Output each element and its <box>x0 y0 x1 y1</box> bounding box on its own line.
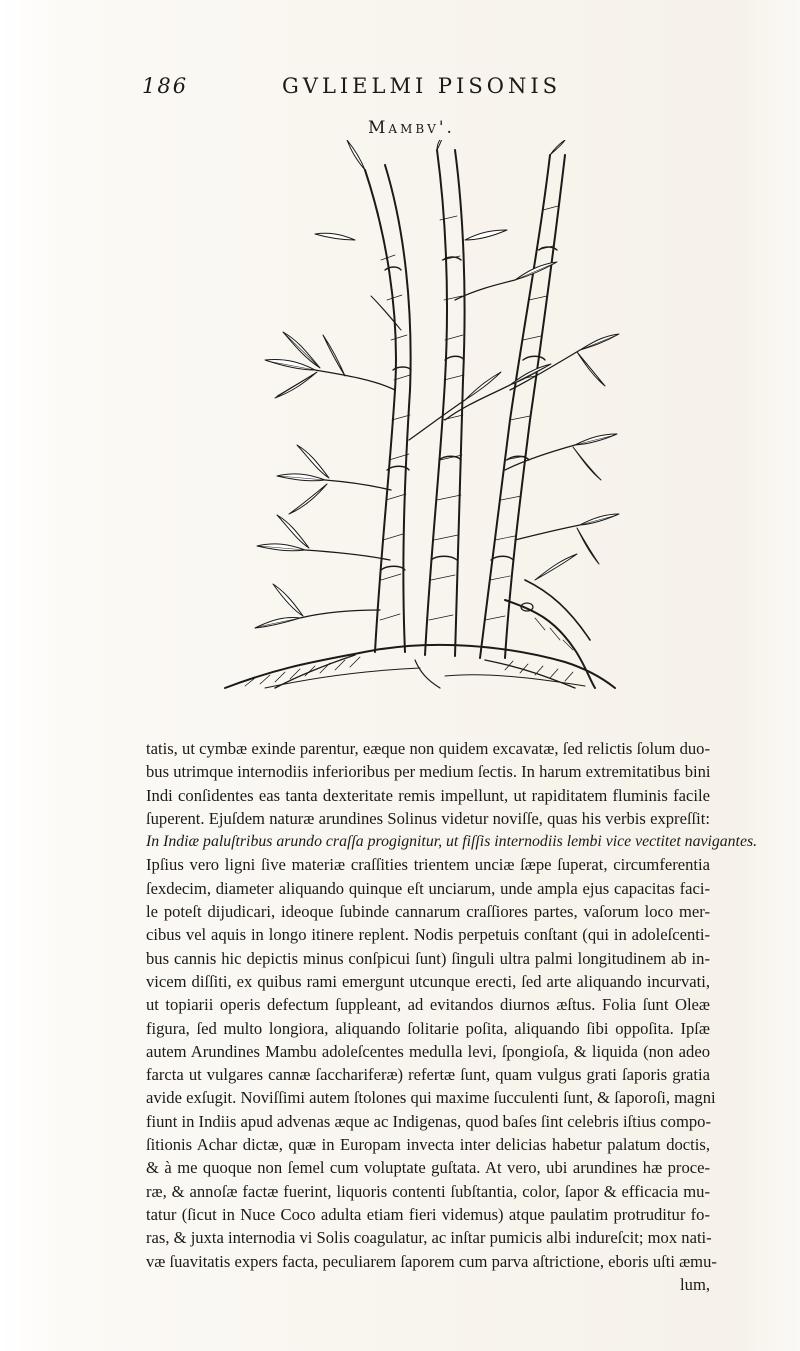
text-line: le poteſt dijudicari, ideoque ſubinde cannarum craſſiores partes, vaſorum loco mer- <box>146 902 710 922</box>
running-title: GVLIELMI PISONIS <box>282 74 562 98</box>
text-line: tatur (ſicut in Nuce Coco adulta etiam fieri videmus) atque paulatim protruditur fo- <box>146 1204 710 1224</box>
text-line: bus utrimque internodiis inferioribus per medium ſectis. In harum extremitatibus bini <box>146 762 711 782</box>
body-text <box>146 737 758 1296</box>
text-line: væ ſuavitatis expers facta, peculiarem ſaporem cum parva aſtrictione, eboris uſti æmu- <box>146 1251 717 1271</box>
text-line: figura, ſed multo longiora, aliquando ſolitarie poſita, aliquando ſibi oppoſita. Ipſæ <box>146 1018 710 1038</box>
text-line: ſuperent. Ejuſdem naturæ arundines Solinus videtur noviſſe, quas his verbis expreſſit: <box>146 808 710 828</box>
running-head <box>142 74 800 98</box>
text-line: fiunt in Indiis apud advenas æque ac Indigenas, quod baſes ſint celebris iſtius compo- <box>146 1111 711 1131</box>
text-line: vicem diſſiti, ex quibus rami emergunt utcunque erecti, ſed arte aliquando incurvati, <box>146 971 710 991</box>
bamboo-woodcut-illustration <box>205 140 625 730</box>
text-line: avide exſugit. Noviſſimi autem ſtolones qui maxime ſucculenti ſunt, & ſaporoſi, magni <box>146 1088 716 1108</box>
text-line: tatis, ut cymbæ exinde parentur, eæque non quidem excavatæ, ſed relictis ſolum duo- <box>146 739 710 758</box>
page-number: 186 <box>142 74 189 98</box>
text-line: & à me quoque non ſemel cum voluptate guſtata. At vero, ubi arundines hæ proce- <box>146 1158 710 1178</box>
text-line: autem Arundines Mambu adoleſcentes medulla levi, ſpongioſa, & liquida (non adeo <box>146 1041 710 1061</box>
text-line: ſitionis Achar dictæ, quæ in Europam invecta inter delicias habetur palatum doctis, <box>146 1135 710 1155</box>
text-line: Ipſius vero ligni ſive materiæ craſſities trientem unciæ ſæpe ſuperat, circumferentia <box>146 855 710 875</box>
text-line: ras, & juxta internodia vi Solis coagulatur, ac inſtar pumicis albi indureſcit; mox nati- <box>146 1228 712 1248</box>
text-line: Indi conſidentes eas tanta dexteritate remis impellunt, ut rapiditatem fluminis facile <box>146 785 710 805</box>
catchword: lum, <box>680 1274 710 1294</box>
text-line: farcta ut vulgares cannæ ſacchariferæ) refertæ ſunt, quam vulgus grati ſaporis gratia <box>146 1065 710 1085</box>
text-line: ræ, & annoſæ factæ fuerint, liquoris contenti ſubſtantia, color, ſapor & efficacia mu- <box>146 1181 710 1201</box>
text-line: bus cannis hic depictis minus conſpicui ſunt) ſinguli ultra palmi longitudinem ab in- <box>146 948 710 968</box>
plate-title: Mambv'. <box>368 118 455 138</box>
quoted-citation-line: In Indiæ paluſtribus arundo craſſa progignitur, ut fiſſis internodiis lembi vice vectitet navigantes. <box>146 833 758 851</box>
text-line: cibus vel aquis in longo itinere replent. Nodis perpetuis conſtant (qui in adoleſcenti- <box>146 925 710 945</box>
text-line: ut topiarii operis defectum ſuppleant, ad evitandos diurnos æſtus. Folia ſunt Oleæ <box>146 995 710 1015</box>
text-line: ſexdecim, diameter aliquando quinque eſt unciarum, unde ampla ejus capacitas faci- <box>146 878 710 898</box>
